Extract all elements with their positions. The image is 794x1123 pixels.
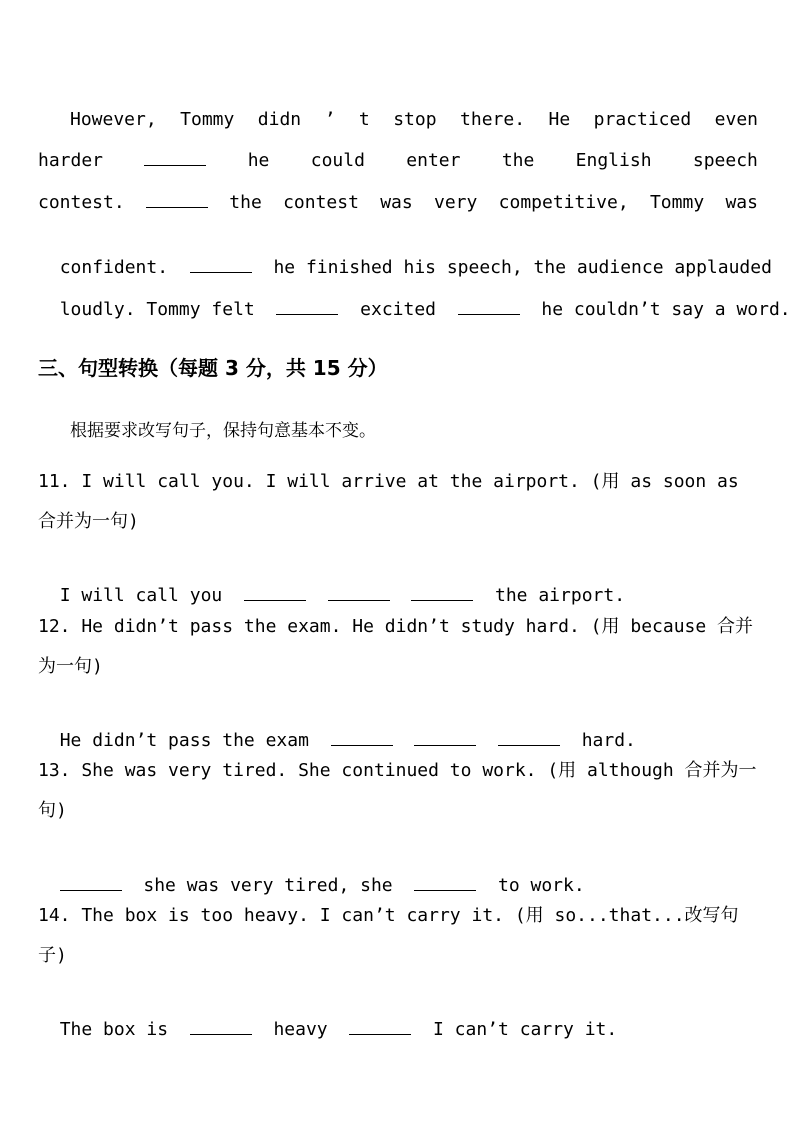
fill-blank[interactable] (331, 729, 393, 746)
text: heavy (273, 1019, 328, 1040)
word: the (229, 192, 262, 213)
fill-blank[interactable] (190, 1018, 252, 1035)
passage-line-1 (70, 108, 758, 132)
text: confident. (59, 257, 169, 278)
word: enter (406, 150, 461, 171)
question-prompt: 12. He didn’t pass the exam. He didn’t study hard. (用 because 合并为一句) (38, 616, 754, 677)
fill-blank[interactable] (60, 874, 122, 891)
text: The box is (59, 1019, 169, 1040)
word: contest (283, 192, 359, 213)
text: I can’t carry it. (433, 1019, 618, 1040)
word: harder (38, 150, 104, 171)
fill-blank[interactable] (458, 298, 520, 315)
question-prompt: 14. The box is too heavy. I can’t carry it. (用 so...that...改写句子) (38, 905, 739, 966)
passage-line-2 (38, 149, 758, 173)
word: competitive, (498, 192, 629, 213)
word: he (247, 150, 270, 171)
fill-blank[interactable] (276, 298, 338, 315)
word: Tommy (180, 109, 235, 130)
answer-line (38, 853, 585, 896)
passage-line-4 (38, 232, 772, 280)
word: He (548, 109, 571, 130)
word: English (575, 150, 652, 171)
word: was (380, 192, 413, 213)
text: I will call you (59, 585, 223, 606)
answer-line (38, 708, 636, 751)
word: didn (257, 109, 302, 130)
word: ’ (324, 109, 336, 130)
section-title: 三、句型转换（每题 3 分，共 15 分） (38, 356, 388, 380)
word: could (310, 150, 365, 171)
word: However, (70, 109, 157, 130)
word: practiced (593, 109, 692, 130)
question-prompt: 11. I will call you. I will arrive at the airport. (用 as soon as 合并为一句) (38, 471, 739, 532)
fill-blank[interactable] (414, 874, 476, 891)
word: contest. (38, 192, 125, 213)
section-instruction: 根据要求改写句子，保持句意基本不变。 (70, 421, 376, 441)
fill-blank[interactable] (190, 256, 252, 273)
text: the airport. (495, 585, 626, 606)
word: stop (393, 109, 437, 130)
answer-line (38, 563, 625, 606)
passage-line-3 (38, 191, 758, 215)
word: very (434, 192, 478, 213)
answer-line (38, 997, 617, 1040)
text: he finished his speech, the audience applauded (273, 257, 772, 278)
word: t (358, 109, 370, 130)
text: hard. (581, 730, 636, 751)
word: speech (692, 150, 758, 171)
fill-blank[interactable] (349, 1018, 411, 1035)
fill-blank[interactable] (411, 584, 473, 601)
text: loudly. Tommy felt (59, 299, 255, 320)
text: to work. (498, 875, 585, 896)
fill-blank[interactable] (328, 584, 390, 601)
word: there. (460, 109, 526, 130)
fill-blank[interactable] (414, 729, 476, 746)
text: excited (360, 299, 436, 320)
fill-blank[interactable] (498, 729, 560, 746)
passage-line-5 (38, 274, 791, 322)
text: He didn’t pass the exam (59, 730, 309, 751)
text: he couldn’t say a word. (541, 299, 791, 320)
text: she was very tired, she (143, 875, 393, 896)
fill-blank[interactable] (244, 584, 306, 601)
fill-blank[interactable] (144, 149, 206, 166)
word: was (725, 192, 758, 213)
word: Tommy (649, 192, 705, 213)
word: the (501, 150, 535, 171)
word: even (714, 109, 758, 130)
question-prompt: 13. She was very tired. She continued to work. (用 although 合并为一句) (38, 760, 757, 821)
fill-blank[interactable] (146, 191, 208, 208)
